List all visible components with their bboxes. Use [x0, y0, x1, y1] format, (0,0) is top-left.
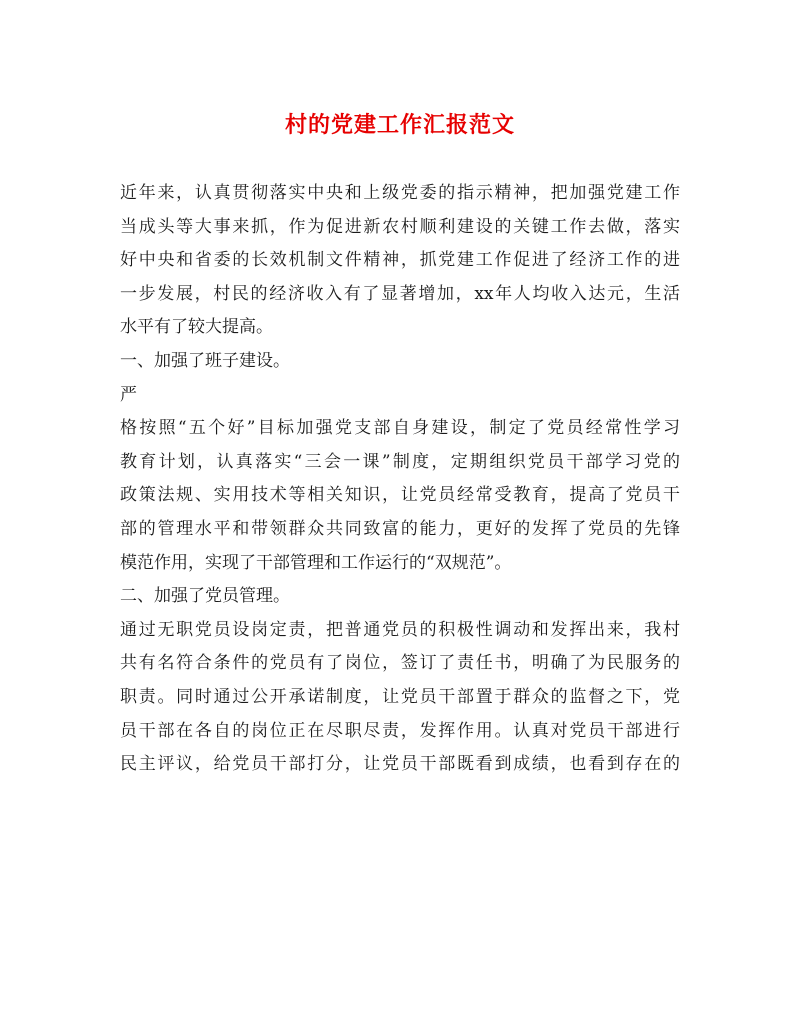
intro-line-1: 近年来，认真贯彻落实中央和上级党委的指示精神，把加强党建工作	[120, 183, 680, 203]
section1-line-3: 政策法规、实用技术等相关知识，让党员经常受教育，提高了党员干	[120, 485, 680, 506]
document-title: 村的党建工作汇报范文	[284, 112, 515, 138]
intro-line-2: 当成头等大事来抓，作为促进新农村顺利建设的关键工作去做，落实	[120, 216, 680, 237]
section2-line-1: 通过无职党员设岗定责，把普通党员的积极性调动和发挥出来，我村	[120, 619, 680, 640]
section-heading-2: 二、加强了党员管理。	[120, 586, 290, 607]
document-body	[120, 177, 680, 782]
section-heading-1: 一、加强了班子建设。	[120, 350, 290, 371]
section2-line-4: 员干部在各自的岗位正在尽职尽责，发挥作用。认真对党员干部进行	[120, 720, 680, 741]
section1-line-4: 部的管理水平和带领群众共同致富的能力，更好的发挥了党员的先锋	[120, 518, 680, 539]
section1-first-char: 严	[120, 384, 137, 405]
section2-line-2: 共有名符合条件的党员有了岗位，签订了责任书，明确了为民服务的	[120, 653, 680, 674]
intro-line-4: 一步发展，村民的经济收入有了显著增加，xx年人均收入达元，生活	[120, 283, 680, 304]
section2-line-5: 民主评议，给党员干部打分，让党员干部既看到成绩，也看到存在的	[120, 754, 680, 775]
section2-line-3: 职责。同时通过公开承诺制度，让党员干部置于群众的监督之下，党	[120, 686, 680, 707]
intro-line-3: 好中央和省委的长效机制文件精神，抓党建工作促进了经济工作的进	[120, 250, 680, 271]
section1-line-5: 模范作用，实现了干部管理和工作运行的“双规范”。	[120, 552, 512, 573]
section1-line-2: 教育计划，认真落实“三会一课”制度，定期组织党员干部学习党的	[120, 451, 680, 472]
intro-line-5: 水平有了较大提高。	[120, 317, 273, 338]
section1-line-1: 格按照“五个好”目标加强党支部自身建设，制定了党员经常性学习	[120, 418, 680, 439]
